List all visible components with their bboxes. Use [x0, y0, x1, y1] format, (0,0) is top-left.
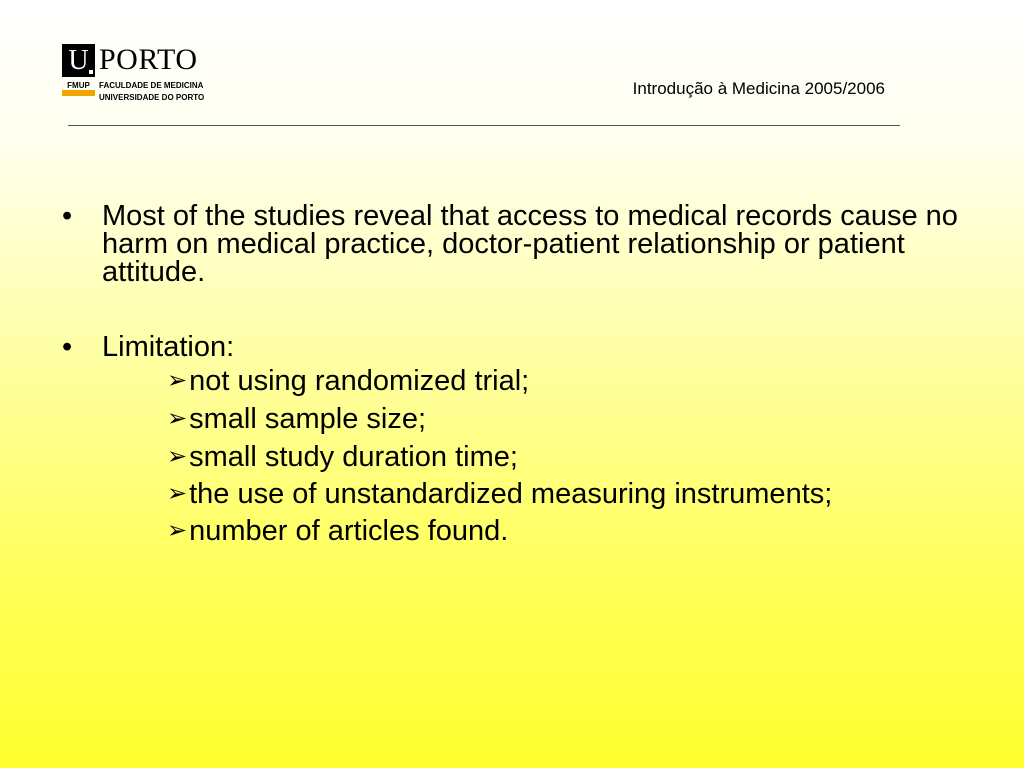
limitation-item: [167, 404, 426, 434]
logo-mark: [62, 44, 95, 77]
limitation-item: [167, 442, 518, 472]
limitation-item: [167, 479, 832, 509]
logo-abbreviation: FMUP: [67, 81, 90, 90]
limitation-text: small sample size;: [189, 403, 427, 435]
arrow-bullet-icon: ➢: [167, 443, 188, 470]
bullet-icon: •: [62, 331, 73, 363]
logo-university: UNIVERSIDADE DO PORTO: [99, 93, 205, 102]
limitation-item: [167, 516, 508, 546]
arrow-bullet-icon: ➢: [167, 405, 188, 432]
logo-mark-letter: U: [68, 45, 89, 76]
arrow-bullet-icon: ➢: [167, 480, 188, 507]
logo-accent-bar: [62, 90, 95, 96]
logo-word: PORTO: [99, 43, 198, 76]
bullet-text: Most of the studies reveal that access to medical records cause no harm on medical practice, doctor-patient relationship or patient attitude.: [102, 200, 958, 288]
university-logo: [62, 42, 234, 108]
header-divider: [68, 125, 900, 126]
arrow-bullet-icon: ➢: [167, 367, 188, 394]
bullet-point-limitation: [62, 331, 982, 363]
limitation-item: [167, 366, 529, 396]
bullet-text: Limitation:: [102, 331, 235, 363]
bullet-icon: •: [62, 200, 73, 232]
bullet-point-findings: [62, 200, 982, 288]
arrow-bullet-icon: ➢: [167, 517, 188, 544]
limitation-text: not using randomized trial;: [189, 365, 530, 397]
limitation-text: the use of unstandardized measuring instruments;: [189, 478, 833, 510]
slide-header-title: Introdução à Medicina 2005/2006: [632, 79, 885, 98]
limitation-text: number of articles found.: [189, 515, 509, 547]
logo-faculty: FACULDADE DE MEDICINA: [99, 81, 204, 90]
limitation-text: small study duration time;: [189, 441, 518, 473]
logo-mark-dot: [89, 70, 93, 74]
